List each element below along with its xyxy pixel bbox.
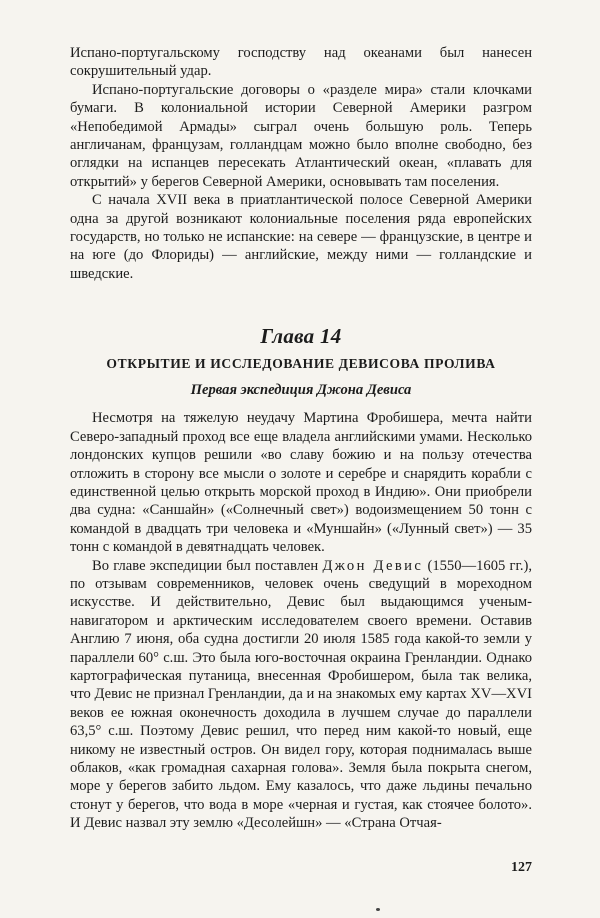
paragraph-5 (70, 557, 532, 833)
paper-speck (376, 908, 380, 911)
paragraph-5-start: Во главе экспедиции был поставлен (92, 557, 323, 574)
section-title: Первая экспедиция Джона Девиса (190, 382, 412, 399)
paragraph-1: Испано-португальскому господству над океанами был нанесен сокрушительный удар. (70, 45, 532, 80)
paragraph-5-rest: (1550—1605 гг.), по отзывам современников, человек очень сведущий в мореходном искусстве. И действительно, Девис был выдающимся ученым-навигатором и арктическим исследователем своего времени. Оставив Англию 7 июня, оба судна достигли 20 июля 1585 года какой-то земли у параллели 60° с.ш. Это была юго-восточная окраина Гренландии. Однако картографическая путаница, внесенная Фробишером, была так велика, что Девис не признал Гренландии, да и на знакомых ему картах XV—XVI веков ее южная оконечность доходила в лучшем случае до параллели 63,5° с.ш. Поэтому Девис решил, что перед ним какой-то новый, еще никому не известный остров. Он видел гору, которая поднималась выше облаков, «как громадная сахарная голова». Земля была покрыта снегом, море у берегов забито льдом. Ему казалось, что даже льдины печально стонут у берегов, что вода в море «черная и густая, как стоячее болото». И Девис назвал эту землю «Десолейшн» — «Страна Отчая- (70, 557, 532, 832)
paragraph-2: Испано-португальские договоры о «разделе мира» стали клочками бумаги. В колониальной истории Северной Америки разгром «Непобедимой Армады» сыграл очень большую роль. Теперь англичанам, французам, голландцам можно было вполне свободно, без оглядки на испанцев пересекать Атлантический океан, «плавать для открытий» у берегов Северной Америки, основывать там поселения. (70, 81, 532, 190)
paragraph-4: Несмотря на тяжелую неудачу Мартина Фробишера, мечта найти Северо-западный проход все еще владела английскими умами. Несколько лондонских купцов решили «во славу божию и на пользу отечества отложить в сторону все мысли о золоте и серебре и снарядить корабли с единственной целью открыть морской проход в Индию». Они приобрели два судна: «Саншайн» («Солнечный свет») водоизмещением 50 тонн с командой в двадцать три человека и «Муншайн» («Лунный свет») — 35 тонн с командой в девятнадцать человек. (70, 410, 532, 556)
person-name-davis: Джон Девис (322, 557, 424, 574)
paragraph-3: С начала XVII века в приатлантической полосе Северной Америки одна за другой возникают колониальные поселения ряда европейских государств, но только не испанские: на севере — французские, в центре и на юге (до Флориды) — английские, между ними — голландские и шведские. (70, 192, 532, 282)
chapter-title: Глава 14 (260, 324, 342, 349)
page-text-column (70, 44, 532, 833)
page-number: 127 (511, 860, 532, 875)
chapter-subtitle: ОТКРЫТИЕ И ИССЛЕДОВАНИЕ ДЕВИСОВА ПРОЛИВА (106, 356, 496, 372)
